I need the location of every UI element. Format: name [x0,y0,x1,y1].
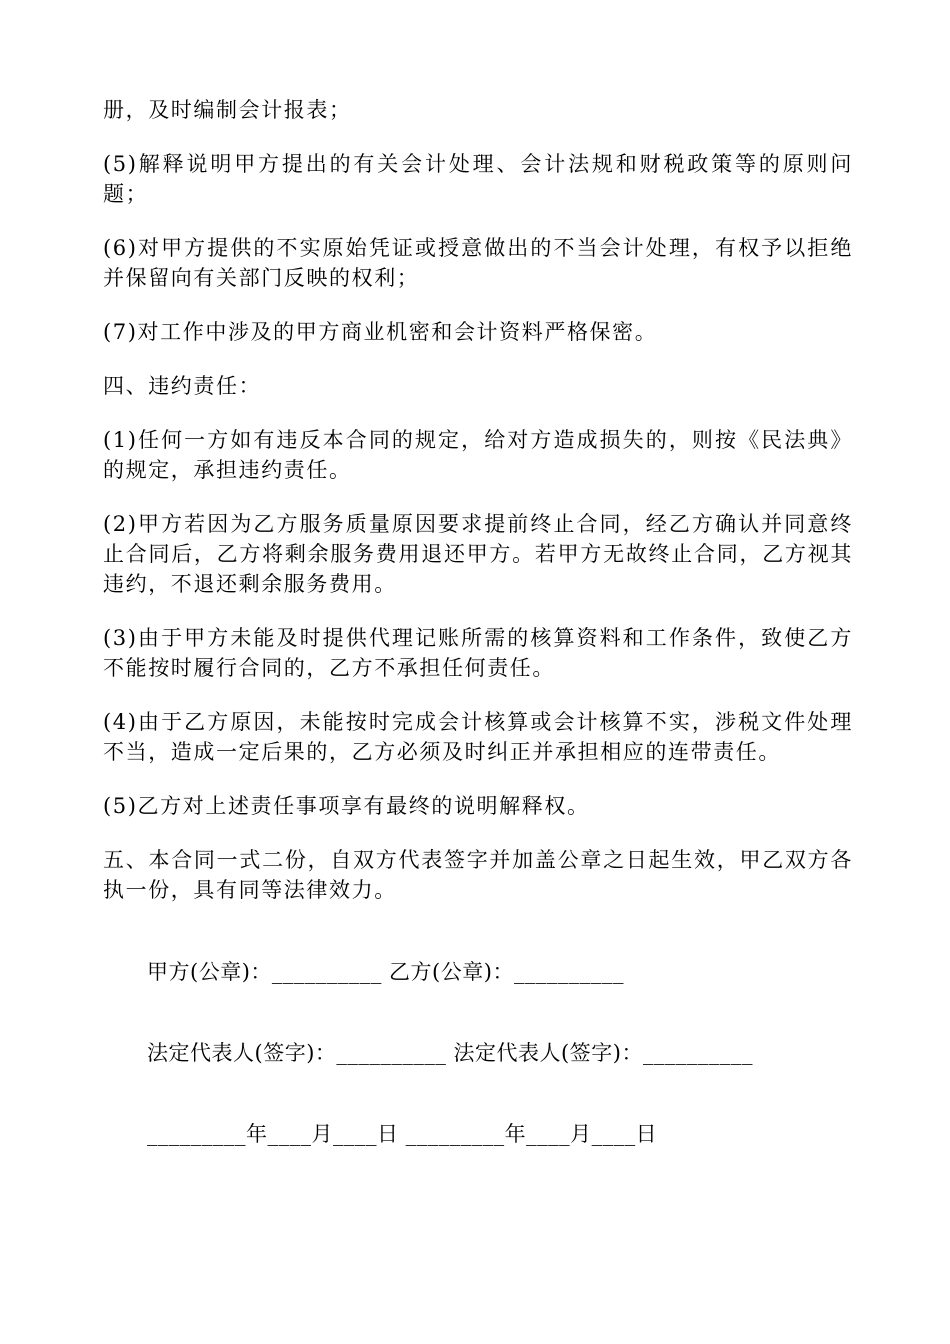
clause-text: (5)乙方对上述责任事项享有最终的说明解释权。 [103,794,590,818]
clause-text: (7)对工作中涉及的甲方商业机密和会计资料严格保密。 [103,320,658,344]
clause-text: (6)对甲方提供的不实原始凭证或授意做出的不当会计处理，有权予以拒绝并保留向有关部门反映的权利； [103,236,853,290]
clause-text: (5)解释说明甲方提出的有关会计处理、会计法规和财税政策等的原则问题； [103,152,853,206]
section-heading: 五、本合同一式二份，自双方代表签字并加盖公章之日起生效，甲乙双方各执一份，具有同等法律效力。 [103,848,853,902]
clause-text: (3)由于甲方未能及时提供代理记账所需的核算资料和工作条件，致使乙方不能按时履行合同的，乙方不承担任何责任。 [103,626,853,680]
contract-page [103,95,853,1202]
signature-block [103,905,853,1202]
representative-line: 法定代表人(签字)：__________ 法定代表人(签字)：__________ [147,1041,753,1065]
clause-text: (2)甲方若因为乙方服务质量原因要求提前终止合同，经乙方确认并同意终止合同后，乙方将剩余服务费用退还甲方。若甲方无故终止合同，乙方视其违约，不退还剩余服务费用。 [103,512,853,596]
seal-line: 甲方(公章)：__________ 乙方(公章)：__________ [147,960,624,984]
section-heading: 四、违约责任： [103,374,262,398]
clause-text: (4)由于乙方原因，未能按时完成会计核算或会计核算不实，涉税文件处理不当，造成一定后果的，乙方必须及时纠正并承担相应的连带责任。 [103,710,853,764]
date-line: _________年____月____日 _________年____月____日 [147,1122,658,1146]
clause-text: 册，及时编制会计报表； [103,98,352,122]
clause-text: (1)任何一方如有违反本合同的规定，给对方造成损失的，则按《民法典》的规定，承担违约责任。 [103,428,853,482]
